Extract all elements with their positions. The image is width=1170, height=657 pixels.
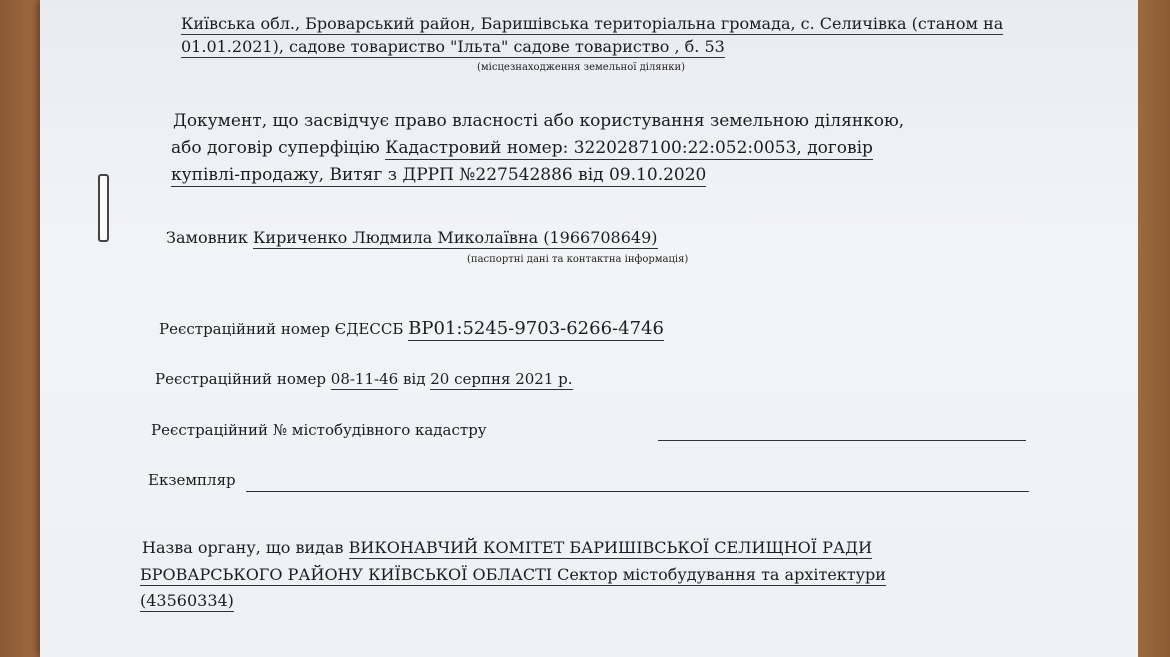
ownership-value-1: Кадастровий номер: 3220287100:22:052:0053, договір (385, 138, 873, 158)
customer-value: Кириченко Людмила Миколаївна (1966708649) (253, 228, 658, 247)
ownership-label-2: або договір суперфіцію (171, 138, 380, 158)
issuer-value-3: (43560334) (140, 591, 234, 610)
location-line-2 (181, 37, 725, 56)
edessb-value: BP01:5245-9703-6266-4746 (408, 318, 664, 339)
cadastre-label: Реєстраційний № містобудівного кадастру (151, 421, 487, 439)
cadastre-blank (658, 440, 1026, 441)
issuer-value-1: ВИКОНАВЧИЙ КОМІТЕТ БАРИШІВСЬКОЇ СЕЛИЩНОЇ РАДИ (348, 538, 873, 557)
registration-line (155, 370, 573, 388)
customer-caption: (паспортні дані та контактна інформація) (467, 254, 689, 265)
issuer-value-2: БРОВАРСЬКОГО РАЙОНУ КИЇВСЬКОЇ ОБЛАСТІ Сектор містобудування та архітектури (140, 565, 886, 584)
ownership-value-2: купівлі-продажу, Витяг з ДРРП №227542886 від 09.10.2020 (171, 165, 707, 185)
location-text-1: Київська обл., Броварський район, Баришівська територіальна громада, с. Селичівка (станом на (181, 14, 1004, 33)
location-text-2: 01.01.2021), садове товариство "Ільта" садове товариство , б. 53 (181, 37, 725, 56)
registration-number: 08-11-46 (330, 370, 399, 388)
issuer-line-3 (140, 591, 234, 610)
edessb-label: Реєстраційний номер ЄДЕССБ (159, 320, 404, 338)
registration-label: Реєстраційний номер (155, 370, 326, 388)
binder-hole (98, 174, 109, 242)
issuer-line-2 (140, 565, 886, 584)
cadastre-line (151, 421, 487, 439)
issuer-line-1 (142, 538, 872, 557)
ownership-line-3 (171, 165, 706, 185)
registration-from-label: від (402, 370, 426, 388)
customer-label: Замовник (166, 228, 248, 247)
copy-label: Екземпляр (148, 471, 236, 489)
copy-line (148, 471, 236, 489)
issuer-label: Назва органу, що видав (142, 538, 344, 557)
location-caption: (місцезнаходження земельної ділянки) (477, 62, 686, 73)
location-line-1 (181, 14, 1003, 33)
ownership-label-1: Документ, що засвідчує право власності або користування земельною ділянкою, (173, 111, 905, 131)
registration-date: 20 серпня 2021 р. (430, 370, 573, 388)
ownership-line-1 (173, 111, 904, 131)
ownership-line-2 (171, 138, 873, 158)
customer-line (166, 228, 658, 247)
table-surface-right (1138, 0, 1170, 657)
edessb-line (159, 318, 664, 339)
copy-blank (246, 491, 1029, 492)
